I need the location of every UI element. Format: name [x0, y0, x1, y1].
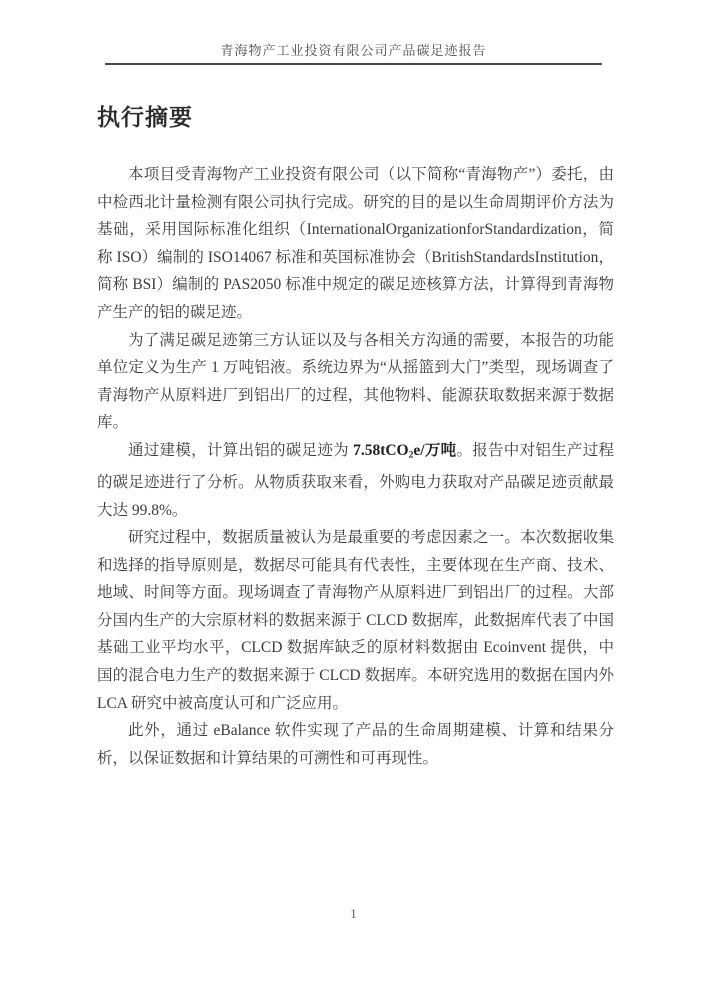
carbon-footprint-value [353, 442, 456, 459]
result-text-pre: 通过建模，计算出铝的碳足迹为 [128, 441, 354, 459]
section-heading: 执行摘要 [97, 104, 193, 130]
paragraph-intro: 本项目受青海物产工业投资有限公司（以下简称“青海物产”）委托，由中检西北计量检测有限公司执行完成。研究的目的是以生命周期评价方法为基础，采用国际标准化组织（InternationalOrganizationforStandardization，简称 ISO）编制的 ISO14067 标准和英国标准协会（BritishStandardsInstitution，简称 BSI）编制的 PAS2050 标准中规定的碳足迹核算方法，计算得到青海物产生产的铝的碳足迹。 [97, 166, 614, 321]
value-subscript: 2 [408, 449, 414, 461]
paragraph-functional-unit: 为了满足碳足迹第三方认证以及与各相关方沟通的需要，本报告的功能单位定义为生产 1 万吨铝液。系统边界为“从摇篮到大门”类型，现场调查了青海物产从原料进厂到铝出厂的过程，其他物料、能源获取数据来源于数据库。 [97, 331, 614, 432]
value-pre: 7.58tCO [353, 441, 409, 459]
value-post: e/万吨 [413, 441, 457, 459]
paragraph-software: 此外，通过 eBalance 软件实现了产品的生命周期建模、计算和结果分析，以保证数据和计算结果的可溯性和可再现性。 [97, 722, 614, 767]
running-header-title: 青海物产工业投资有限公司产品碳足迹报告 [220, 43, 487, 58]
paragraph-data-quality: 研究过程中，数据质量被认为是最重要的考虑因素之一。本次数据收集和选择的指导原则是，数据尽可能具有代表性，主要体现在生产商、技术、地域、时间等方面。现场调查了青海物产从原料进厂到铝出厂的过程。大部分国内生产的大宗原材料的数据来源于 CLCD 数据库，此数据库代表了中国基础工业平均水平，CLCD 数据库缺乏的原材料数据由 Ecoinvent 提供，中国的混合电力生产的数据来源于 CLCD 数据库。本研究选用的数据在国内外 LCA 研究中被高度认可和广泛应用。 [97, 529, 614, 712]
page-number: 1 [350, 906, 357, 921]
paragraph-result [97, 437, 614, 524]
content-area [97, 103, 614, 772]
result-text-post: 。报告中对铝生产过程的碳足迹进行了分析。从物质获取来看，外购电力获取对产品碳足迹贡献最大达 99.8%。 [97, 441, 614, 519]
page-header [105, 40, 602, 65]
page-footer [0, 905, 707, 923]
